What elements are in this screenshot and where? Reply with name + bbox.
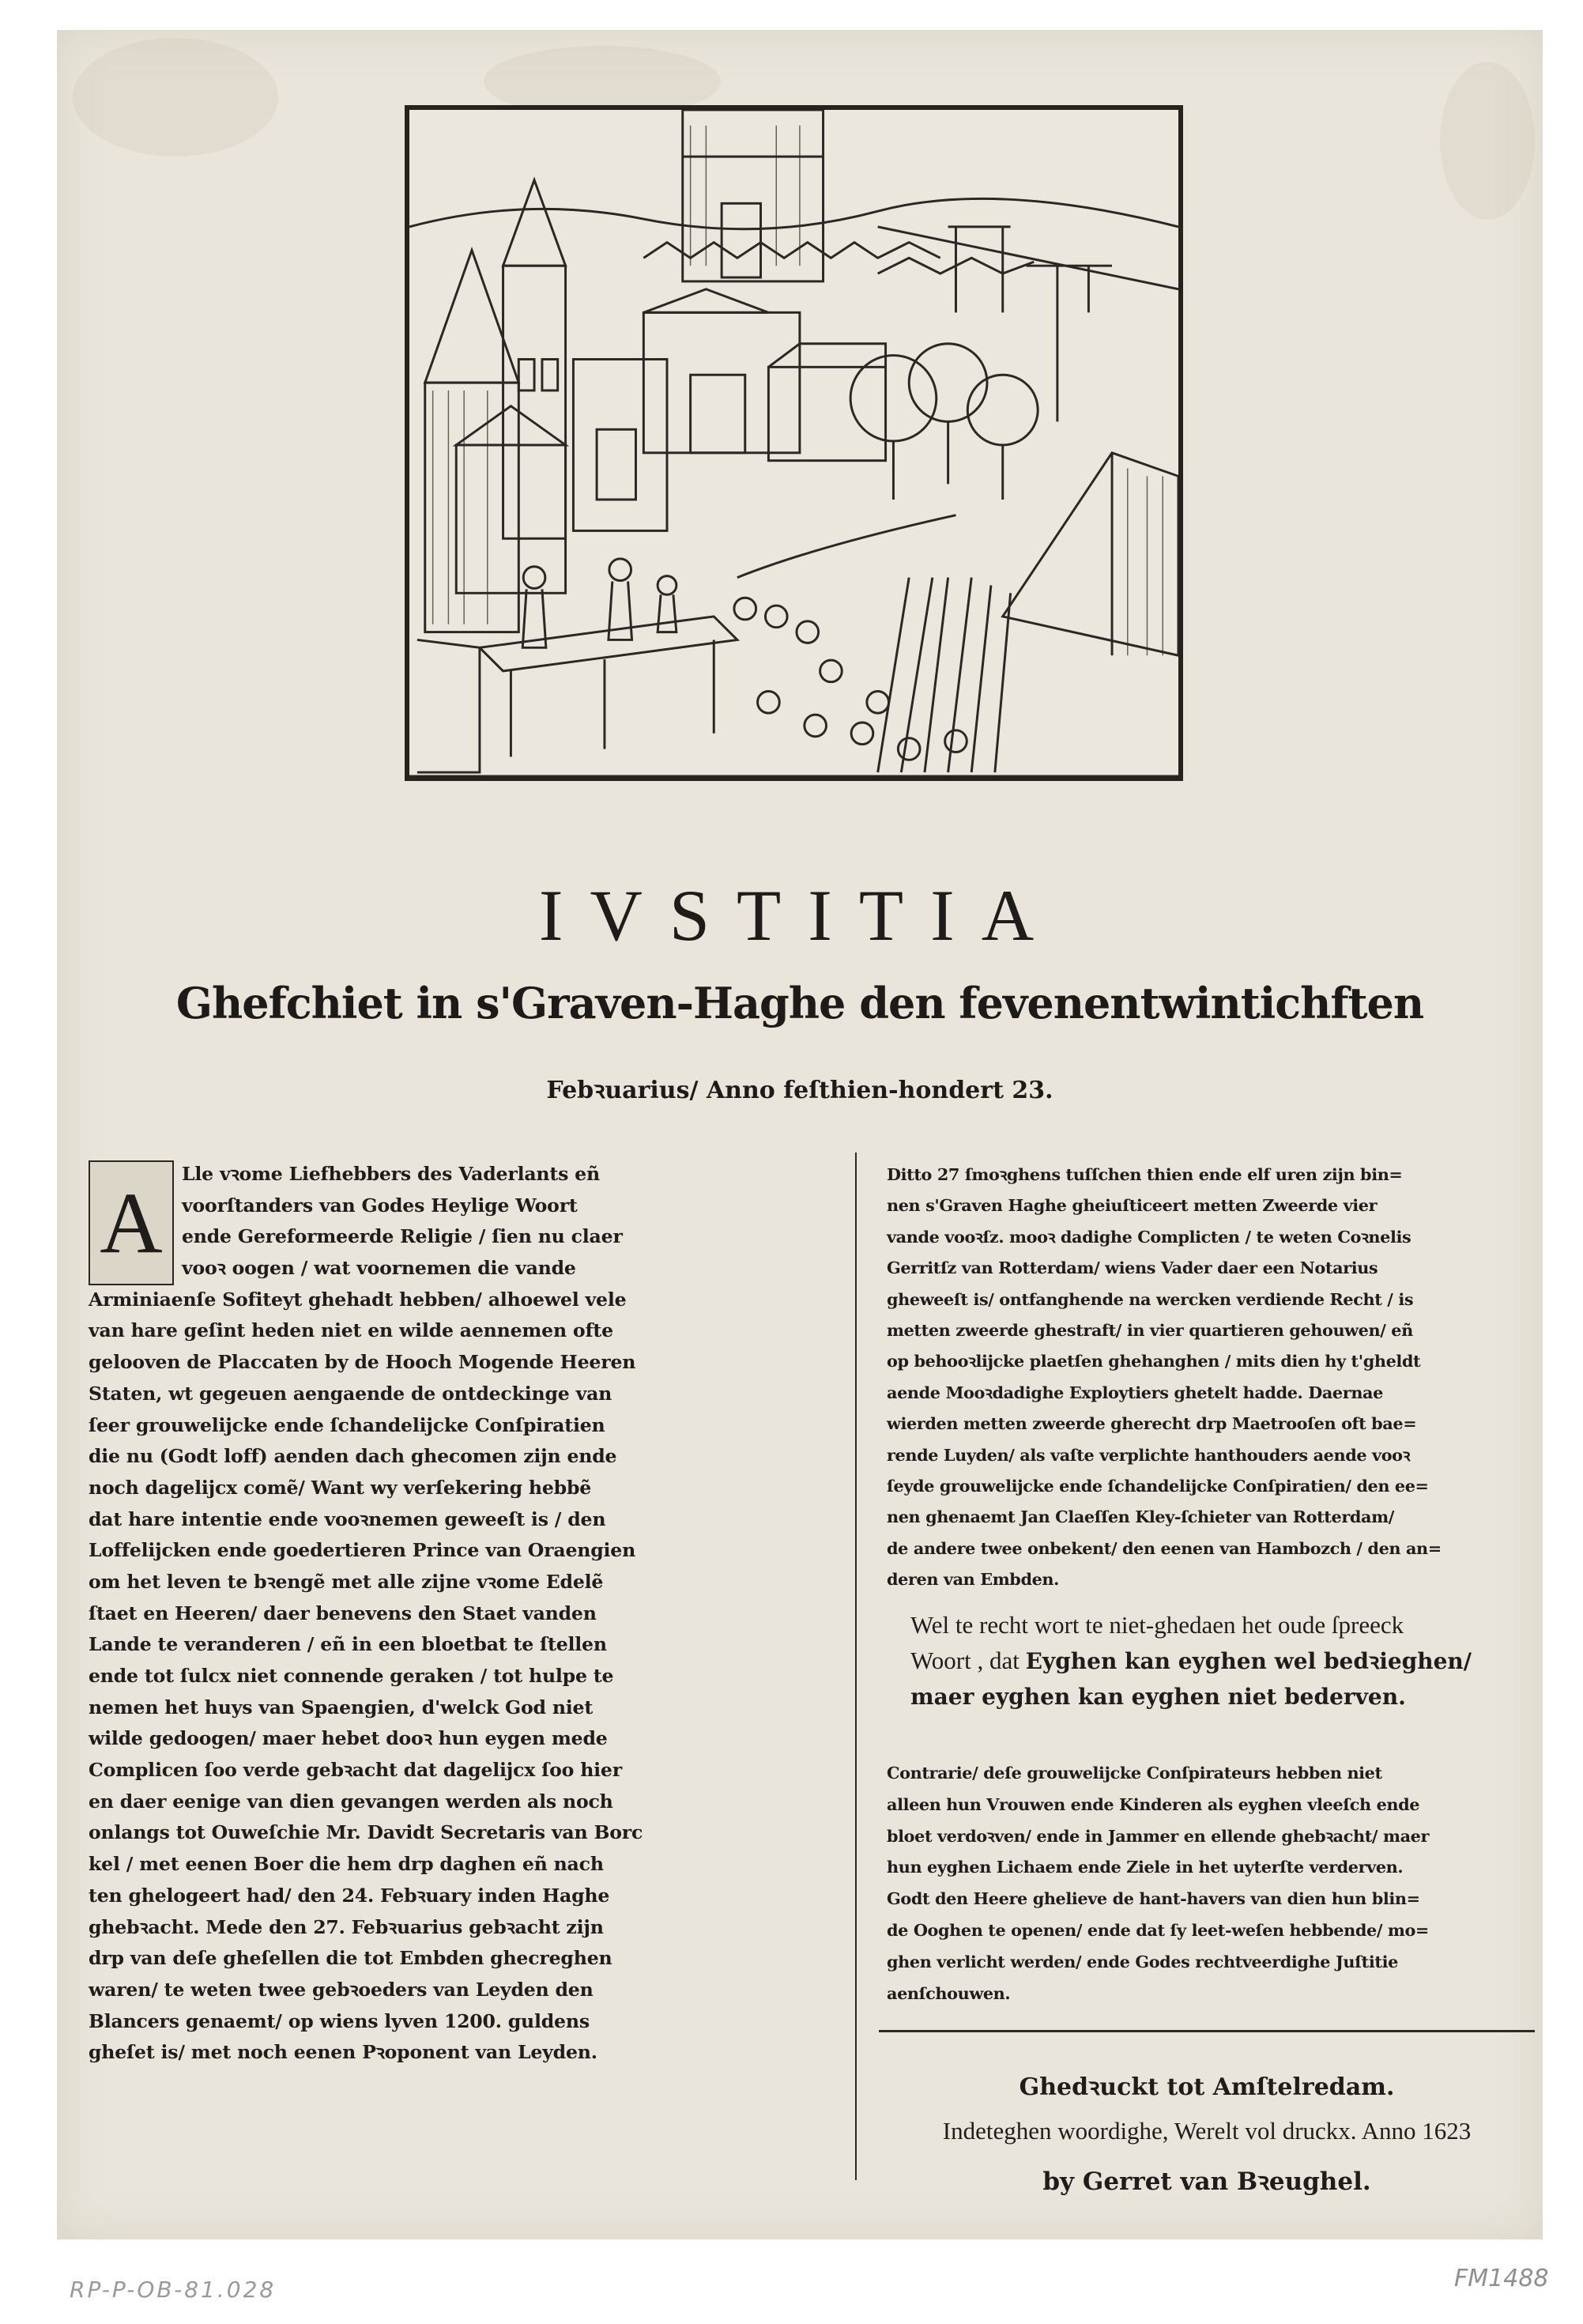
text-line: om het leven te bꝛengẽ met alle zijne vꝛome Edelẽ bbox=[89, 1570, 604, 1593]
accession-number: RP-P-OB-81.028 bbox=[70, 2277, 277, 2303]
imprint-place: Ghedꝛuckt tot Amſtelredam. bbox=[1019, 2073, 1395, 2101]
quote-line1: Wel te recht wort te niet-ghedaen het oude ſpreeck bbox=[910, 1611, 1404, 1639]
text-line: waren/ te weten twee gebꝛoeders van Leyden den bbox=[89, 1978, 594, 2001]
column-divider bbox=[855, 1153, 857, 2180]
text-line: drp van deſe gheſellen die tot Embden ghecreghen bbox=[89, 1947, 612, 1970]
text-line: ten ghelogeert had/ den 24. Febꝛuary inden Haghe bbox=[89, 1884, 610, 1907]
paper-stain bbox=[1440, 62, 1535, 220]
imprint-date: Indeteghen woordighe, Werelt vol druckx. Anno 1623 bbox=[942, 2117, 1472, 2145]
text-line: deren van Embden. bbox=[887, 1569, 1059, 1590]
text-line: metten zweerde ghestraft/ in vier quartieren gehouwen/ eñ bbox=[887, 1319, 1413, 1340]
decorated-initial: A bbox=[89, 1160, 174, 1285]
text-line: nemen het huys van Spaengien, d'welck God niet bbox=[89, 1696, 594, 1718]
text-line: rende Luyden/ als vaſte verplichte hanthouders aende vooꝛ bbox=[887, 1444, 1411, 1465]
text-line: onlangs tot Ouweſchie Mr. Davidt Secretaris van Borc bbox=[89, 1821, 643, 1844]
text-line: aenſchouwen. bbox=[887, 1983, 1011, 2003]
text-line: voorſtanders van Godes Heylige Woort bbox=[182, 1194, 578, 1217]
text-line: de Ooghen te openen/ ende dat ſy leet-weſen hebbende/ mo= bbox=[887, 1919, 1429, 1940]
subtitle-line2: Febꝛuarius/ Anno feſthien-hondert 23. bbox=[546, 1077, 1053, 1104]
text-line: ſeyde grouwelijcke ende ſchandelijcke Conſpiratien/ den ee= bbox=[887, 1475, 1429, 1496]
paper-stain bbox=[73, 38, 278, 157]
left-column-text bbox=[89, 1159, 847, 2069]
text-line: ghebꝛacht. Mede den 27. Febꝛuarius gebꝛacht zijn bbox=[89, 1915, 604, 1938]
text-line: vooꝛ oogen / wat voornemen die vande bbox=[182, 1257, 576, 1280]
text-line: gheweeſt is/ ontfanghende na wercken verdiende Recht / is bbox=[887, 1288, 1414, 1309]
quote-line2-bold: Eyghen kan eyghen wel bedꝛieghen/ bbox=[1025, 1648, 1472, 1674]
text-line: van hare geſint heden niet en wilde aennemen ofte bbox=[89, 1319, 613, 1342]
text-line: nen ghenaemt Jan Claeſſen Kley-ſchieter van Rotterdam/ bbox=[887, 1507, 1394, 1527]
text-line: Lle vꝛome Liefhebbers des Vaderlants eñ bbox=[182, 1163, 600, 1185]
text-line: Staten, wt gegeuen aengaende de ontdeckinge van bbox=[89, 1382, 612, 1405]
text-line: op behooꝛlijcke plaetſen ghehanghen / mits dien hy t'gheldt bbox=[887, 1351, 1421, 1371]
text-line: ſeer grouwelijcke ende ſchandelijcke Conſpiratien bbox=[89, 1413, 605, 1436]
text-line: Blancers genaemt/ op wiens lyven 1200. guldens bbox=[89, 2009, 590, 2032]
text-line: nen s'Graven Haghe gheiuſticeert metten Zweerde vier bbox=[887, 1195, 1378, 1216]
text-line: Complicen ſoo verde gebꝛacht dat dagelijcx ſoo hier bbox=[89, 1759, 622, 1782]
text-line: de andere twee onbekent/ den eenen van Hambozch / den an= bbox=[887, 1537, 1442, 1558]
woodcut-illustration bbox=[409, 110, 1178, 776]
text-line: Loffelijcken ende goedertieren Prince van Oraengien bbox=[89, 1539, 636, 1562]
woodcut-execution-scene bbox=[405, 105, 1183, 781]
text-line: noch dagelijcx comẽ/ Want wy verſekering hebbẽ bbox=[89, 1476, 592, 1499]
text-line: en daer eenige van dien gevangen werden als noch bbox=[89, 1790, 613, 1813]
text-line: Ditto 27 ſmoꝛghens tuſſchen thien ende elf uren zijn bin= bbox=[887, 1164, 1403, 1184]
text-line: dat hare intentie ende vooꝛnemen geweeſt is / den bbox=[89, 1507, 606, 1530]
text-line: kel / met eenen Boer die hem drp daghen eñ nach bbox=[89, 1853, 604, 1876]
proverb-quote bbox=[910, 1607, 1559, 1715]
text-line: ende Gereformeerde Religie / ſien nu claer bbox=[182, 1225, 623, 1248]
imprint-rule bbox=[879, 2030, 1535, 2032]
text-line: gheſet is/ met noch eenen Pꝛoponent van Leyden. bbox=[89, 2041, 597, 2064]
text-line: wierden metten zweerde gherecht drp Maetrooſen oft bae= bbox=[887, 1413, 1417, 1434]
right-column-text-2 bbox=[887, 1757, 1535, 2009]
text-line: Gerritſz van Rotterdam/ wiens Vader daer een Notarius bbox=[887, 1258, 1378, 1278]
quote-line2-start: Woort , dat bbox=[910, 1647, 1020, 1674]
quote-line3: maer eyghen kan eyghen niet bederven. bbox=[910, 1684, 1406, 1710]
text-line: Lande te veranderen / eñ in een bloetbat te ſtellen bbox=[89, 1633, 607, 1656]
text-line: hun eyghen Lichaem ende Ziele in het uyterſte verderven. bbox=[887, 1857, 1404, 1877]
catalogue-number: FM1488 bbox=[1454, 2265, 1549, 2292]
paper-sheet bbox=[57, 30, 1543, 2239]
text-line: die nu (Godt loff) aenden dach ghecomen zijn ende bbox=[89, 1445, 617, 1468]
text-line: aende Mooꝛdadighe Exploytiers ghetelt hadde. Daernae bbox=[887, 1382, 1383, 1402]
title: IVSTITIA bbox=[538, 875, 1061, 956]
text-line: ende tot ſulcx niet connende geraken / tot hulpe te bbox=[89, 1665, 614, 1687]
text-line: ſtaet en Heeren/ daer benevens den Staet vanden bbox=[89, 1602, 597, 1624]
text-line: alleen hun Vrouwen ende Kinderen als eyghen vleeſch ende bbox=[887, 1794, 1420, 1814]
text-line: Contrarie/ deſe grouwelijcke Conſpirateurs hebben niet bbox=[887, 1763, 1382, 1783]
subtitle-line1: Ghefchiet in s'Graven-Haghe den fevenentwintichften bbox=[175, 978, 1424, 1028]
text-line: bloet verdoꝛven/ ende in Jammer en ellende ghebꝛacht/ maer bbox=[887, 1825, 1430, 1846]
imprint-printer: by Gerret van Bꝛeughel. bbox=[1042, 2167, 1371, 2196]
text-line: ghen verlicht werden/ ende Godes rechtveerdighe Juſtitie bbox=[887, 1951, 1398, 1971]
text-line: Arminiaenſe Sofiteyt ghehadt hebben/ alhoewel vele bbox=[89, 1288, 627, 1311]
quote-line2 bbox=[910, 1643, 1559, 1679]
text-line: wilde gedoogen/ maer hebet dooꝛ hun eygen mede bbox=[89, 1727, 608, 1750]
right-column-text bbox=[887, 1159, 1535, 1594]
text-line: gelooven de Placcaten by de Hooch Mogende Heeren bbox=[89, 1351, 636, 1374]
text-line: Godt den Heere ghelieve de hant-havers van dien hun blin= bbox=[887, 1888, 1420, 1909]
text-line: vande vooꝛſz. mooꝛ dadighe Complicten / te weten Coꝛnelis bbox=[887, 1226, 1412, 1247]
